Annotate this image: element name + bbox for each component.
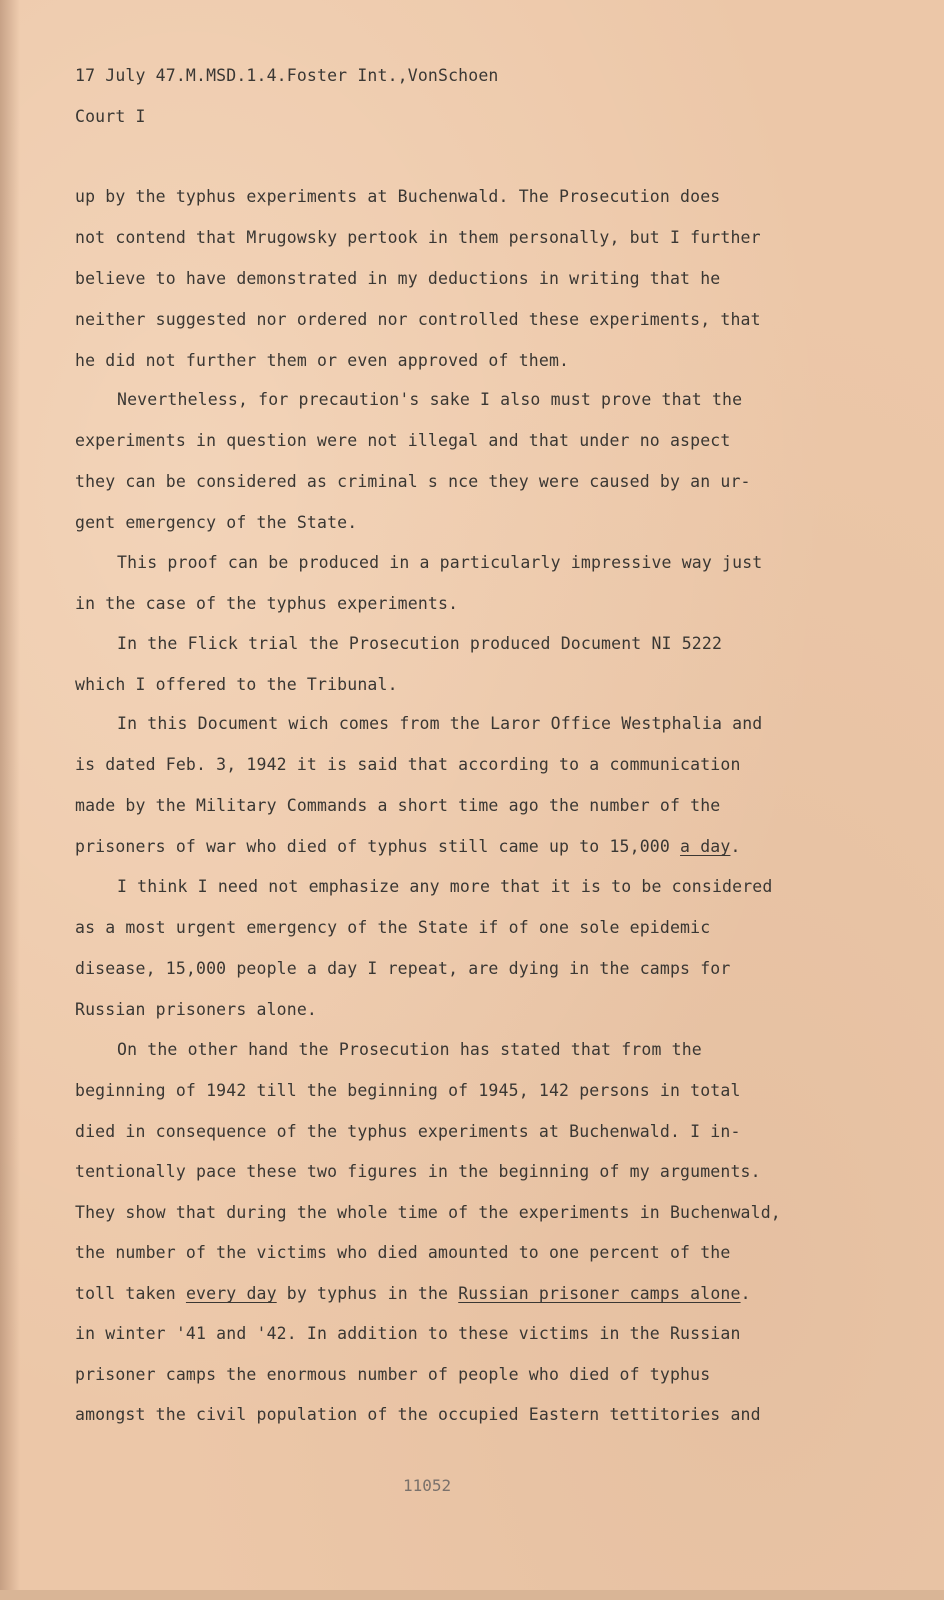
text-line: beginning of 1942 till the beginning of 1945, 142 persons in total: [75, 1081, 741, 1100]
underlined-phrase: Russian prisoner camps alone: [458, 1284, 741, 1303]
text-line: in the case of the typhus experiments.: [75, 594, 459, 613]
text-line: tentionally pace these two figures in the beginning of my arguments.: [75, 1162, 761, 1181]
header-line-court: Court I: [75, 107, 146, 126]
text-line: in winter '41 and '42. In addition to these victims in the Russian: [75, 1324, 741, 1343]
text-line: up by the typhus experiments at Buchenwald. The Prosecution does: [75, 187, 721, 206]
text-line: as a most urgent emergency of the State if of one sole epidemic: [75, 918, 711, 937]
paper-bottom-edge: [0, 1590, 944, 1600]
page-number: 11052: [403, 1476, 452, 1495]
text-line: amongst the civil population of the occupied Eastern tettitories and: [75, 1405, 761, 1424]
paragraph-first-line: This proof can be produced in a particularly impressive way just: [117, 553, 763, 572]
text-line: gent emergency of the State.: [75, 513, 358, 532]
text-line: died in consequence of the typhus experiments at Buchenwald. I in-: [75, 1122, 741, 1141]
text-line-underlined: [75, 837, 741, 857]
paragraph-first-line: Nevertheless, for precaution's sake I also must prove that the: [117, 390, 743, 409]
text-line: they can be considered as criminal s nce they were caused by an ur-: [75, 472, 751, 491]
text-line: experiments in question were not illegal and that under no aspect: [75, 431, 731, 450]
text-line: the number of the victims who died amounted to one percent of the: [75, 1243, 731, 1262]
text-segment: prisoners of war who died of typhus still came up to 15,000: [75, 837, 681, 856]
text-line: which I offered to the Tribunal.: [75, 675, 398, 694]
text-line: Russian prisoners alone.: [75, 1000, 318, 1019]
text-line: disease, 15,000 people a day I repeat, are dying in the camps for: [75, 959, 731, 978]
paper-edge-shadow: [0, 0, 20, 1600]
paragraph-first-line: In the Flick trial the Prosecution produced Document NI 5222: [117, 634, 723, 653]
header-line-date-ref: 17 July 47.M.MSD.1.4.Foster Int.,VonSchoen: [75, 66, 499, 85]
paragraph-first-line: In this Document wich comes from the Laror Office Westphalia and: [117, 714, 763, 733]
text-segment: .: [740, 1284, 751, 1303]
text-line: made by the Military Commands a short time ago the number of the: [75, 796, 721, 815]
text-segment: .: [730, 837, 741, 856]
text-line: is dated Feb. 3, 1942 it is said that according to a communication: [75, 755, 741, 774]
text-line: he did not further them or even approved of them.: [75, 351, 570, 370]
underlined-phrase: every day: [185, 1284, 277, 1303]
text-line: not contend that Mrugowsky pertook in them personally, but I further: [75, 228, 761, 247]
text-segment: toll taken: [75, 1284, 186, 1303]
text-line: prisoner camps the enormous number of people who died of typhus: [75, 1365, 711, 1384]
paragraph-first-line: On the other hand the Prosecution has stated that from the: [117, 1040, 702, 1059]
text-line: neither suggested nor ordered nor controlled these experiments, that: [75, 310, 761, 329]
underlined-phrase: a day: [680, 837, 731, 856]
text-line: They show that during the whole time of the experiments in Buchenwald,: [75, 1203, 781, 1222]
text-line-underlined: [75, 1284, 751, 1304]
text-line: believe to have demonstrated in my deductions in writing that he: [75, 269, 721, 288]
paragraph-first-line: I think I need not emphasize any more that it is to be considered: [117, 877, 773, 896]
text-segment: by typhus in the: [276, 1284, 459, 1303]
